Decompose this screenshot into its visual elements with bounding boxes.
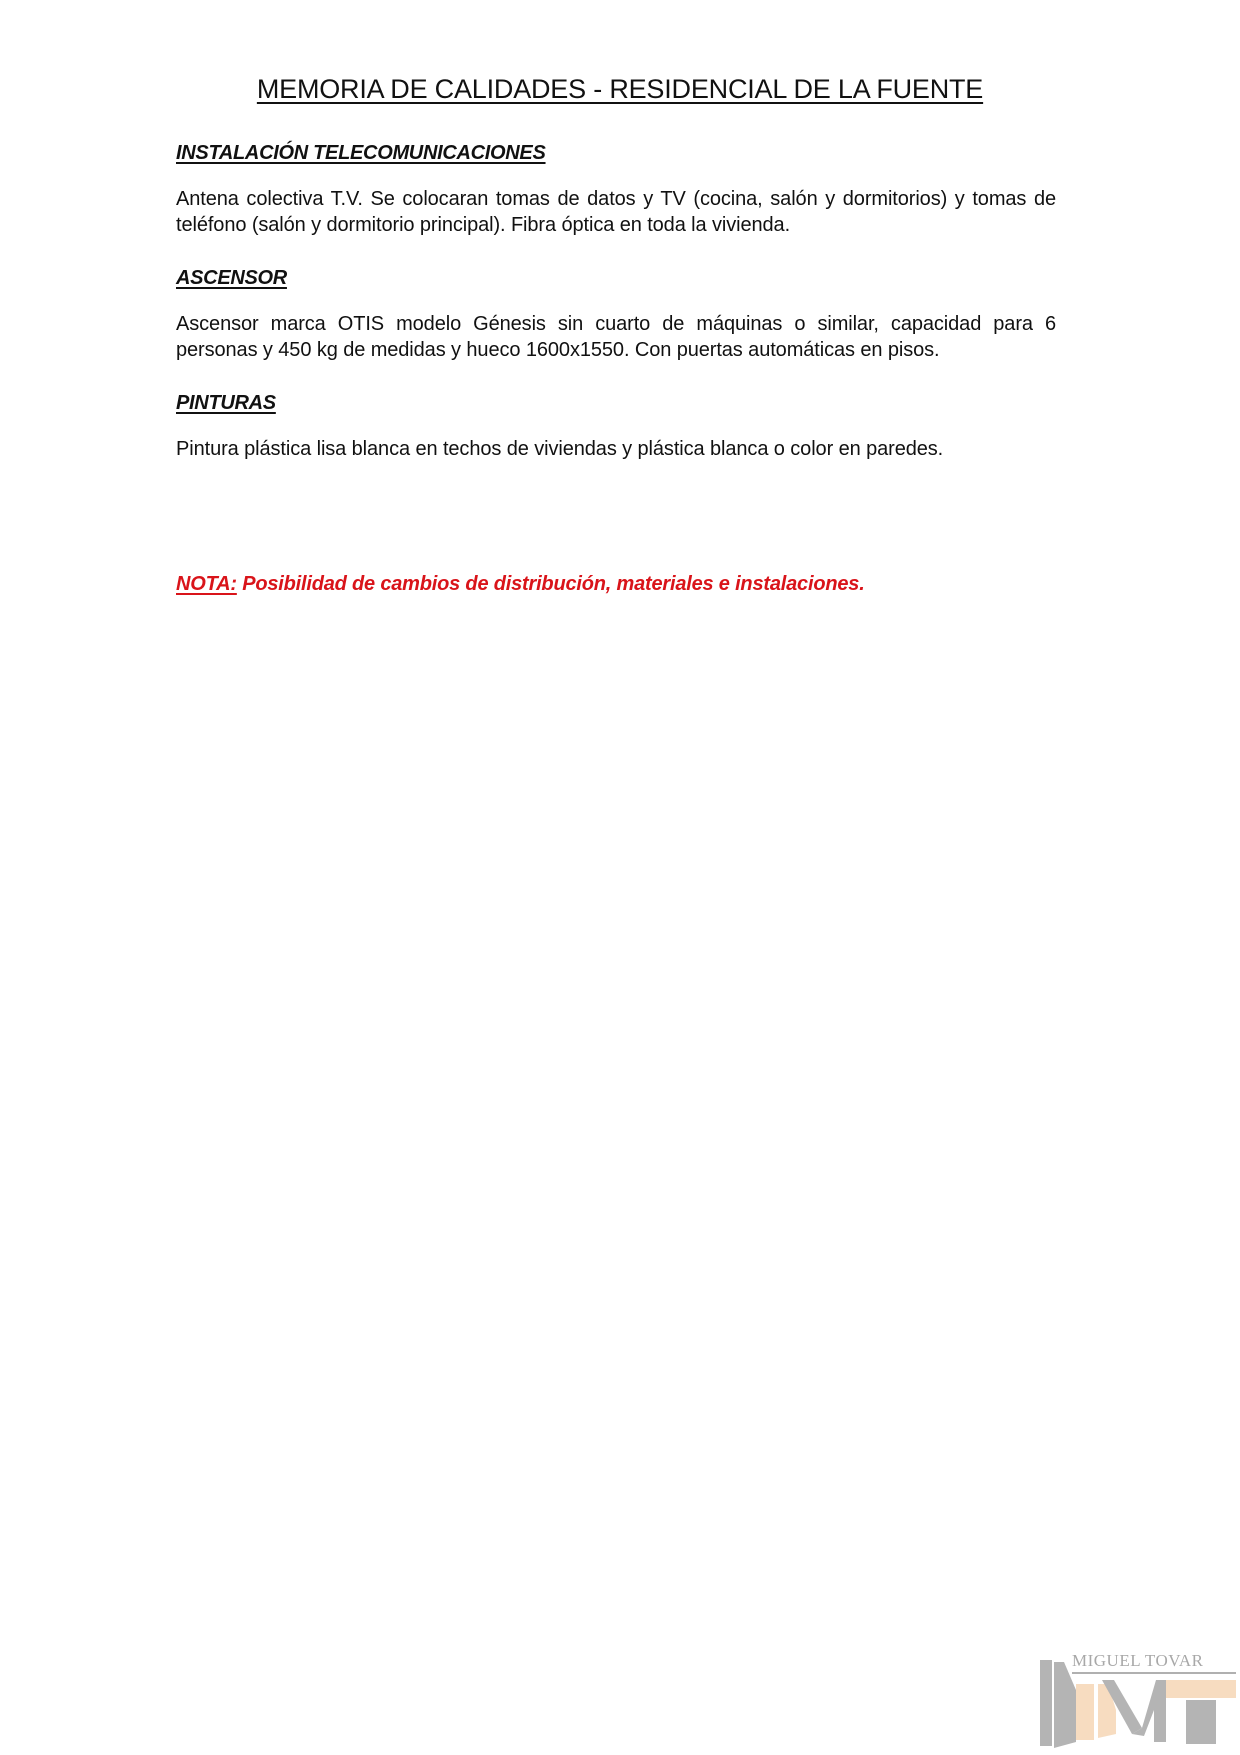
note-label: NOTA: — [176, 573, 237, 595]
section-heading-pinturas: PINTURAS — [176, 392, 276, 414]
section-body-pinturas: Pintura plástica lisa blanca en techos de viviendas y plástica blanca o color en paredes. — [176, 438, 944, 460]
document-title: MEMORIA DE CALIDADES - RESIDENCIAL DE LA FUENTE — [256, 74, 984, 104]
section-body-ascensor: Ascensor marca OTIS modelo Génesis sin cuarto de máquinas o similar, capacidad para 6 personas y 450 kg de medidas y hueco 1600x1550. Con puertas automáticas en pisos. — [176, 313, 1056, 361]
note-text: Posibilidad de cambios de distribución, materiales e instalaciones. — [236, 573, 865, 595]
note — [176, 573, 865, 596]
section-heading-telecom: INSTALACIÓN TELECOMUNICACIONES — [176, 142, 546, 164]
section-heading-ascensor: ASCENSOR — [176, 267, 287, 289]
logo-underline — [1072, 1672, 1236, 1674]
logo-text: MIGUEL TOVAR — [1072, 1651, 1204, 1670]
company-logo — [1036, 1650, 1236, 1750]
section-body-telecom: Antena colectiva T.V. Se colocaran tomas de datos y TV (cocina, salón y dormitorios) y tomas de teléfono (salón y dormitorio principal). Fibra óptica en toda la vivienda. — [176, 188, 1056, 236]
